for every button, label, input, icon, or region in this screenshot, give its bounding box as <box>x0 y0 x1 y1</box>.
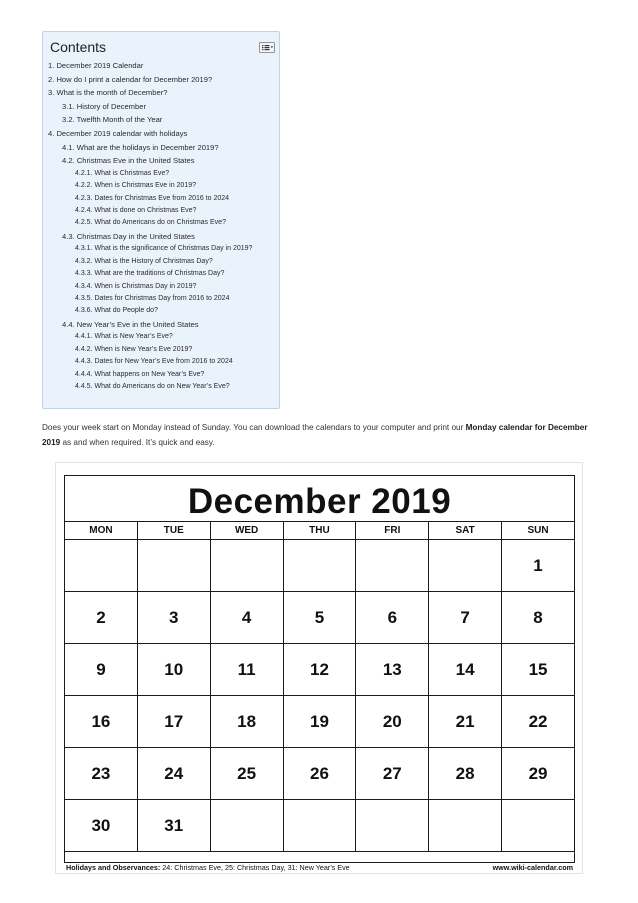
calendar-day-cell: 31 <box>137 800 210 852</box>
toc-item[interactable]: 4.3. Christmas Day in the United States <box>62 231 195 241</box>
calendar-day-cell: 30 <box>65 800 138 852</box>
toc-item[interactable]: 4.1. What are the holidays in December 2019? <box>62 142 219 152</box>
calendar-day-cell: 7 <box>429 592 502 644</box>
calendar-title: December 2019 <box>187 482 452 521</box>
calendar-week-row <box>65 592 575 644</box>
toc-item[interactable]: 4.2.2. When is Christmas Eve in 2019? <box>75 182 197 190</box>
toc-item[interactable]: 3.1. History of December <box>62 101 146 111</box>
toc-item[interactable]: 3.2. Twelfth Month of the Year <box>62 115 163 125</box>
calendar-day-cell: 23 <box>65 748 138 800</box>
toc-item[interactable]: 4.3.1. What is the significance of Christmas Day in 2019? <box>75 245 253 253</box>
calendar-week-row <box>65 748 575 800</box>
calendar-day-cell: 14 <box>429 644 502 696</box>
calendar-empty-cell <box>283 800 356 852</box>
toc-item[interactable]: 4.4.3. Dates for New Year’s Eve from 2016 to 2024 <box>75 358 233 366</box>
calendar-day-cell: 10 <box>137 644 210 696</box>
calendar-day-cell: 15 <box>502 644 575 696</box>
calendar-week-row <box>65 644 575 696</box>
calendar-footer <box>64 863 575 873</box>
calendar-empty-cell <box>356 800 429 852</box>
calendar-day-cell: 1 <box>502 540 575 592</box>
toc-title: Contents <box>50 39 107 55</box>
table-of-contents <box>42 31 280 409</box>
toc-item[interactable]: 4.2.5. What do Americans do on Christmas Eve? <box>75 219 226 227</box>
calendar-empty-cell <box>210 540 283 592</box>
calendar-empty-cell <box>137 540 210 592</box>
weekday-header: MON <box>65 522 138 540</box>
calendar-day-cell: 21 <box>429 696 502 748</box>
toc-item[interactable]: 4.4.5. What do Americans do on New Year’s Eve? <box>75 383 230 391</box>
calendar-empty-cell <box>283 540 356 592</box>
toc-item[interactable]: 4. December 2019 calendar with holidays <box>48 128 188 138</box>
calendar-day-cell: 22 <box>502 696 575 748</box>
weekday-header: TUE <box>137 522 210 540</box>
calendar-day-cell: 13 <box>356 644 429 696</box>
calendar-week-row <box>65 800 575 852</box>
toc-item[interactable]: 4.3.6. What do People do? <box>75 307 158 315</box>
calendar-empty-cell <box>65 540 138 592</box>
intro-text: Does your week start on Monday instead of Sunday. You can download the calendars to your computer and print our <box>42 423 466 432</box>
toc-item[interactable]: 1. December 2019 Calendar <box>48 61 144 70</box>
toc-list <box>48 59 261 393</box>
calendar-empty-cell <box>502 800 575 852</box>
toc-item[interactable]: 4.2.3. Dates for Christmas Eve from 2016 to 2024 <box>75 194 230 202</box>
toc-item[interactable]: 3. What is the month of December? <box>48 88 168 98</box>
calendar-day-cell: 6 <box>356 592 429 644</box>
toc-item[interactable]: 4.3.4. When is Christmas Day in 2019? <box>75 282 197 290</box>
calendar-empty-cell <box>429 800 502 852</box>
calendar-day-cell: 27 <box>356 748 429 800</box>
calendar-day-cell: 18 <box>210 696 283 748</box>
calendar-day-cell: 16 <box>65 696 138 748</box>
toc-item[interactable]: 4.2.1. What is Christmas Eve? <box>75 169 170 177</box>
toc-item[interactable]: 4.4. New Year’s Eve in the United States <box>62 319 199 329</box>
calendar-day-cell: 11 <box>210 644 283 696</box>
calendar-day-cell: 4 <box>210 592 283 644</box>
weekday-header: SUN <box>502 522 575 540</box>
calendar-empty-cell <box>210 800 283 852</box>
weekday-header: THU <box>283 522 356 540</box>
calendar-day-cell: 9 <box>65 644 138 696</box>
calendar-day-cell: 24 <box>137 748 210 800</box>
holidays-text: 24: Christmas Eve, 25: Christmas Day, 31: New Year's Eve <box>160 863 350 872</box>
calendar-empty-cell <box>429 540 502 592</box>
intro-paragraph <box>42 420 602 450</box>
toc-item[interactable]: 4.4.4. What happens on New Year’s Eve? <box>75 370 205 378</box>
calendar-day-cell: 5 <box>283 592 356 644</box>
intro-text-end: as and when required. It’s quick and easy. <box>60 438 215 447</box>
calendar-day-cell: 2 <box>65 592 138 644</box>
calendar-day-cell: 29 <box>502 748 575 800</box>
toc-item[interactable]: 4.2. Christmas Eve in the United States <box>62 156 195 166</box>
weekday-header: WED <box>210 522 283 540</box>
toc-item[interactable]: 2. How do I print a calendar for December 2019? <box>48 74 213 84</box>
toc-item[interactable]: 4.4.1. What is New Year’s Eve? <box>75 333 173 341</box>
toc-item[interactable]: 4.3.3. What are the traditions of Christmas Day? <box>75 270 225 278</box>
calendar-day-cell: 19 <box>283 696 356 748</box>
holidays-label: Holidays and Observances: <box>66 863 161 872</box>
calendar-day-cell: 17 <box>137 696 210 748</box>
calendar-empty-cell <box>356 540 429 592</box>
calendar-week-row <box>65 540 575 592</box>
weekday-header: FRI <box>356 522 429 540</box>
calendar-day-cell: 20 <box>356 696 429 748</box>
calendar-day-cell: 25 <box>210 748 283 800</box>
toc-item[interactable]: 4.3.2. What is the History of Christmas Day? <box>75 257 213 265</box>
toc-item[interactable]: 4.2.4. What is done on Christmas Eve? <box>75 206 197 214</box>
calendar-day-cell: 28 <box>429 748 502 800</box>
toc-item[interactable]: 4.4.2. When is New Year’s Eve 2019? <box>75 345 193 353</box>
weekday-header-row <box>65 522 575 540</box>
list-toggle-icon[interactable] <box>259 42 275 53</box>
holidays-observances <box>66 863 350 872</box>
calendar-day-cell: 8 <box>502 592 575 644</box>
calendar-week-row <box>65 696 575 748</box>
weekday-header: SAT <box>429 522 502 540</box>
toc-item[interactable]: 4.3.5. Dates for Christmas Day from 2016 to 2024 <box>75 295 230 302</box>
calendar-day-cell: 3 <box>137 592 210 644</box>
calendar-grid <box>64 521 575 852</box>
monday-calendar-link[interactable]: Monday calendar for December 2019 <box>42 423 588 447</box>
website-credit: www.wiki-calendar.com <box>492 863 573 872</box>
calendar-day-cell: 12 <box>283 644 356 696</box>
calendar-day-cell: 26 <box>283 748 356 800</box>
